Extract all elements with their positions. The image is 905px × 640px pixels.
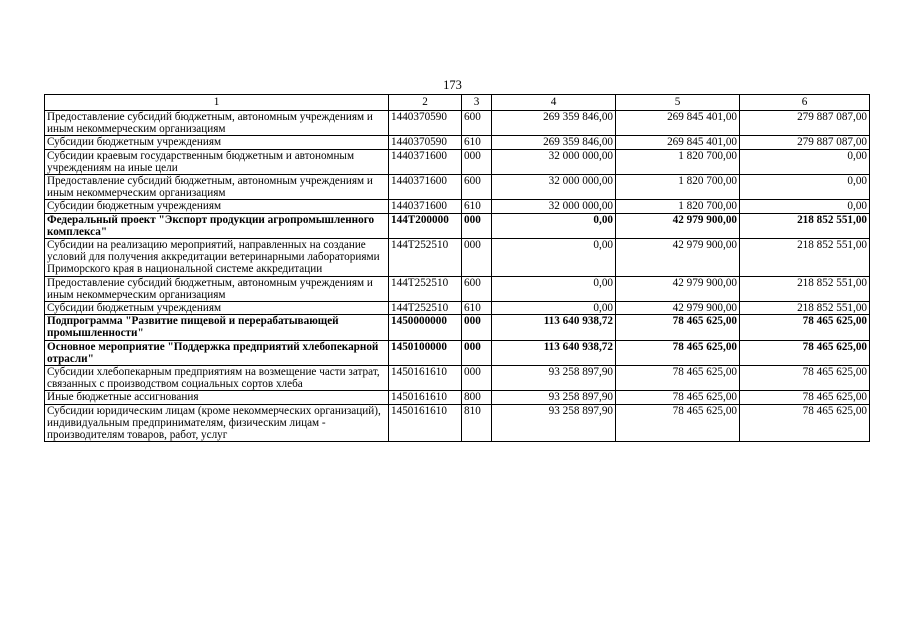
- header-cell: 4: [492, 95, 616, 111]
- table-row: [45, 315, 870, 340]
- amount-cell: 1 820 700,00: [616, 149, 740, 174]
- amount-cell: 218 852 551,00: [740, 213, 870, 238]
- amount-cell: 78 465 625,00: [616, 340, 740, 365]
- item-name-cell: Субсидии бюджетным учреждениям: [45, 200, 389, 213]
- expense-type-code-cell: 000: [462, 239, 492, 277]
- table-row: [45, 276, 870, 301]
- target-article-code-cell: 1450161610: [389, 404, 462, 442]
- header-row: [45, 95, 870, 111]
- table-row: [45, 302, 870, 315]
- amount-cell: 93 258 897,90: [492, 366, 616, 391]
- amount-cell: 78 465 625,00: [616, 315, 740, 340]
- target-article-code-cell: 1440371600: [389, 149, 462, 174]
- table-row: [45, 239, 870, 277]
- amount-cell: 218 852 551,00: [740, 276, 870, 301]
- target-article-code-cell: 144Т252510: [389, 302, 462, 315]
- item-name-cell: Субсидии бюджетным учреждениям: [45, 302, 389, 315]
- amount-cell: 269 359 846,00: [492, 111, 616, 136]
- item-name-cell: Подпрограмма "Развитие пищевой и перерабатывающей промышленности": [45, 315, 389, 340]
- expense-type-code-cell: 000: [462, 340, 492, 365]
- expense-type-code-cell: 000: [462, 315, 492, 340]
- item-name-cell: Субсидии краевым государственным бюджетным и автономным учреждениям на иные цели: [45, 149, 389, 174]
- target-article-code-cell: 144Т252510: [389, 276, 462, 301]
- item-name-cell: Субсидии юридическим лицам (кроме некоммерческих организаций), индивидуальным предпринимателям, физическим лицам - производителям товаров, работ, услуг: [45, 404, 389, 442]
- table-row: [45, 111, 870, 136]
- expense-type-code-cell: 610: [462, 136, 492, 149]
- expense-type-code-cell: 600: [462, 111, 492, 136]
- item-name-cell: Иные бюджетные ассигнования: [45, 391, 389, 404]
- target-article-code-cell: 1450161610: [389, 366, 462, 391]
- item-name-cell: Федеральный проект "Экспорт продукции агропромышленного комплекса": [45, 213, 389, 238]
- item-name-cell: Основное мероприятие "Поддержка предприятий хлебопекарной отрасли": [45, 340, 389, 365]
- amount-cell: 42 979 900,00: [616, 302, 740, 315]
- amount-cell: 1 820 700,00: [616, 200, 740, 213]
- amount-cell: 32 000 000,00: [492, 175, 616, 200]
- amount-cell: 78 465 625,00: [616, 391, 740, 404]
- table-row: [45, 200, 870, 213]
- amount-cell: 42 979 900,00: [616, 276, 740, 301]
- amount-cell: 93 258 897,90: [492, 391, 616, 404]
- table-row: [45, 175, 870, 200]
- item-name-cell: Субсидии бюджетным учреждениям: [45, 136, 389, 149]
- amount-cell: 279 887 087,00: [740, 136, 870, 149]
- page-number: 173: [443, 78, 462, 92]
- budget-table: [44, 94, 870, 442]
- expense-type-code-cell: 000: [462, 213, 492, 238]
- header-cell: 5: [616, 95, 740, 111]
- expense-type-code-cell: 600: [462, 276, 492, 301]
- table-row: [45, 136, 870, 149]
- amount-cell: 279 887 087,00: [740, 111, 870, 136]
- amount-cell: 78 465 625,00: [740, 366, 870, 391]
- target-article-code-cell: 1450100000: [389, 340, 462, 365]
- header-cell: 2: [389, 95, 462, 111]
- amount-cell: 78 465 625,00: [616, 366, 740, 391]
- table-row: [45, 366, 870, 391]
- amount-cell: 78 465 625,00: [740, 391, 870, 404]
- amount-cell: 0,00: [492, 276, 616, 301]
- amount-cell: 0,00: [492, 239, 616, 277]
- amount-cell: 93 258 897,90: [492, 404, 616, 442]
- expense-type-code-cell: 810: [462, 404, 492, 442]
- expense-type-code-cell: 000: [462, 149, 492, 174]
- header-cell: 6: [740, 95, 870, 111]
- amount-cell: 269 845 401,00: [616, 136, 740, 149]
- expense-type-code-cell: 610: [462, 200, 492, 213]
- amount-cell: 78 465 625,00: [740, 340, 870, 365]
- expense-type-code-cell: 610: [462, 302, 492, 315]
- amount-cell: 0,00: [740, 149, 870, 174]
- target-article-code-cell: 1450000000: [389, 315, 462, 340]
- header-cell: 3: [462, 95, 492, 111]
- amount-cell: 0,00: [492, 302, 616, 315]
- table-row: [45, 391, 870, 404]
- table-row: [45, 149, 870, 174]
- amount-cell: 42 979 900,00: [616, 213, 740, 238]
- amount-cell: 78 465 625,00: [740, 315, 870, 340]
- amount-cell: 218 852 551,00: [740, 239, 870, 277]
- target-article-code-cell: 1440371600: [389, 200, 462, 213]
- expense-type-code-cell: 800: [462, 391, 492, 404]
- amount-cell: 42 979 900,00: [616, 239, 740, 277]
- target-article-code-cell: 1450161610: [389, 391, 462, 404]
- table-row: [45, 213, 870, 238]
- amount-cell: 0,00: [740, 200, 870, 213]
- amount-cell: 32 000 000,00: [492, 149, 616, 174]
- amount-cell: 0,00: [492, 213, 616, 238]
- target-article-code-cell: 1440370590: [389, 136, 462, 149]
- amount-cell: 113 640 938,72: [492, 315, 616, 340]
- target-article-code-cell: 1440370590: [389, 111, 462, 136]
- item-name-cell: Субсидии на реализацию мероприятий, направленных на создание условий для получения аккредитации ветеринарными лабораториями Приморского края в национальной системе аккредитации: [45, 239, 389, 277]
- amount-cell: 78 465 625,00: [616, 404, 740, 442]
- item-name-cell: Субсидии хлебопекарным предприятиям на возмещение части затрат, связанных с производством социальных сортов хлеба: [45, 366, 389, 391]
- item-name-cell: Предоставление субсидий бюджетным, автономным учреждениям и иным некоммерческим организациям: [45, 276, 389, 301]
- table-body: [45, 111, 870, 442]
- expense-type-code-cell: 600: [462, 175, 492, 200]
- item-name-cell: Предоставление субсидий бюджетным, автономным учреждениям и иным некоммерческим организациям: [45, 175, 389, 200]
- amount-cell: 269 845 401,00: [616, 111, 740, 136]
- amount-cell: 0,00: [740, 175, 870, 200]
- target-article-code-cell: 1440371600: [389, 175, 462, 200]
- item-name-cell: Предоставление субсидий бюджетным, автономным учреждениям и иным некоммерческим организациям: [45, 111, 389, 136]
- amount-cell: 113 640 938,72: [492, 340, 616, 365]
- amount-cell: 32 000 000,00: [492, 200, 616, 213]
- amount-cell: 1 820 700,00: [616, 175, 740, 200]
- amount-cell: 218 852 551,00: [740, 302, 870, 315]
- table-row: [45, 340, 870, 365]
- header-cell: 1: [45, 95, 389, 111]
- expense-type-code-cell: 000: [462, 366, 492, 391]
- target-article-code-cell: 144Т200000: [389, 213, 462, 238]
- table-row: [45, 404, 870, 442]
- amount-cell: 78 465 625,00: [740, 404, 870, 442]
- amount-cell: 269 359 846,00: [492, 136, 616, 149]
- target-article-code-cell: 144Т252510: [389, 239, 462, 277]
